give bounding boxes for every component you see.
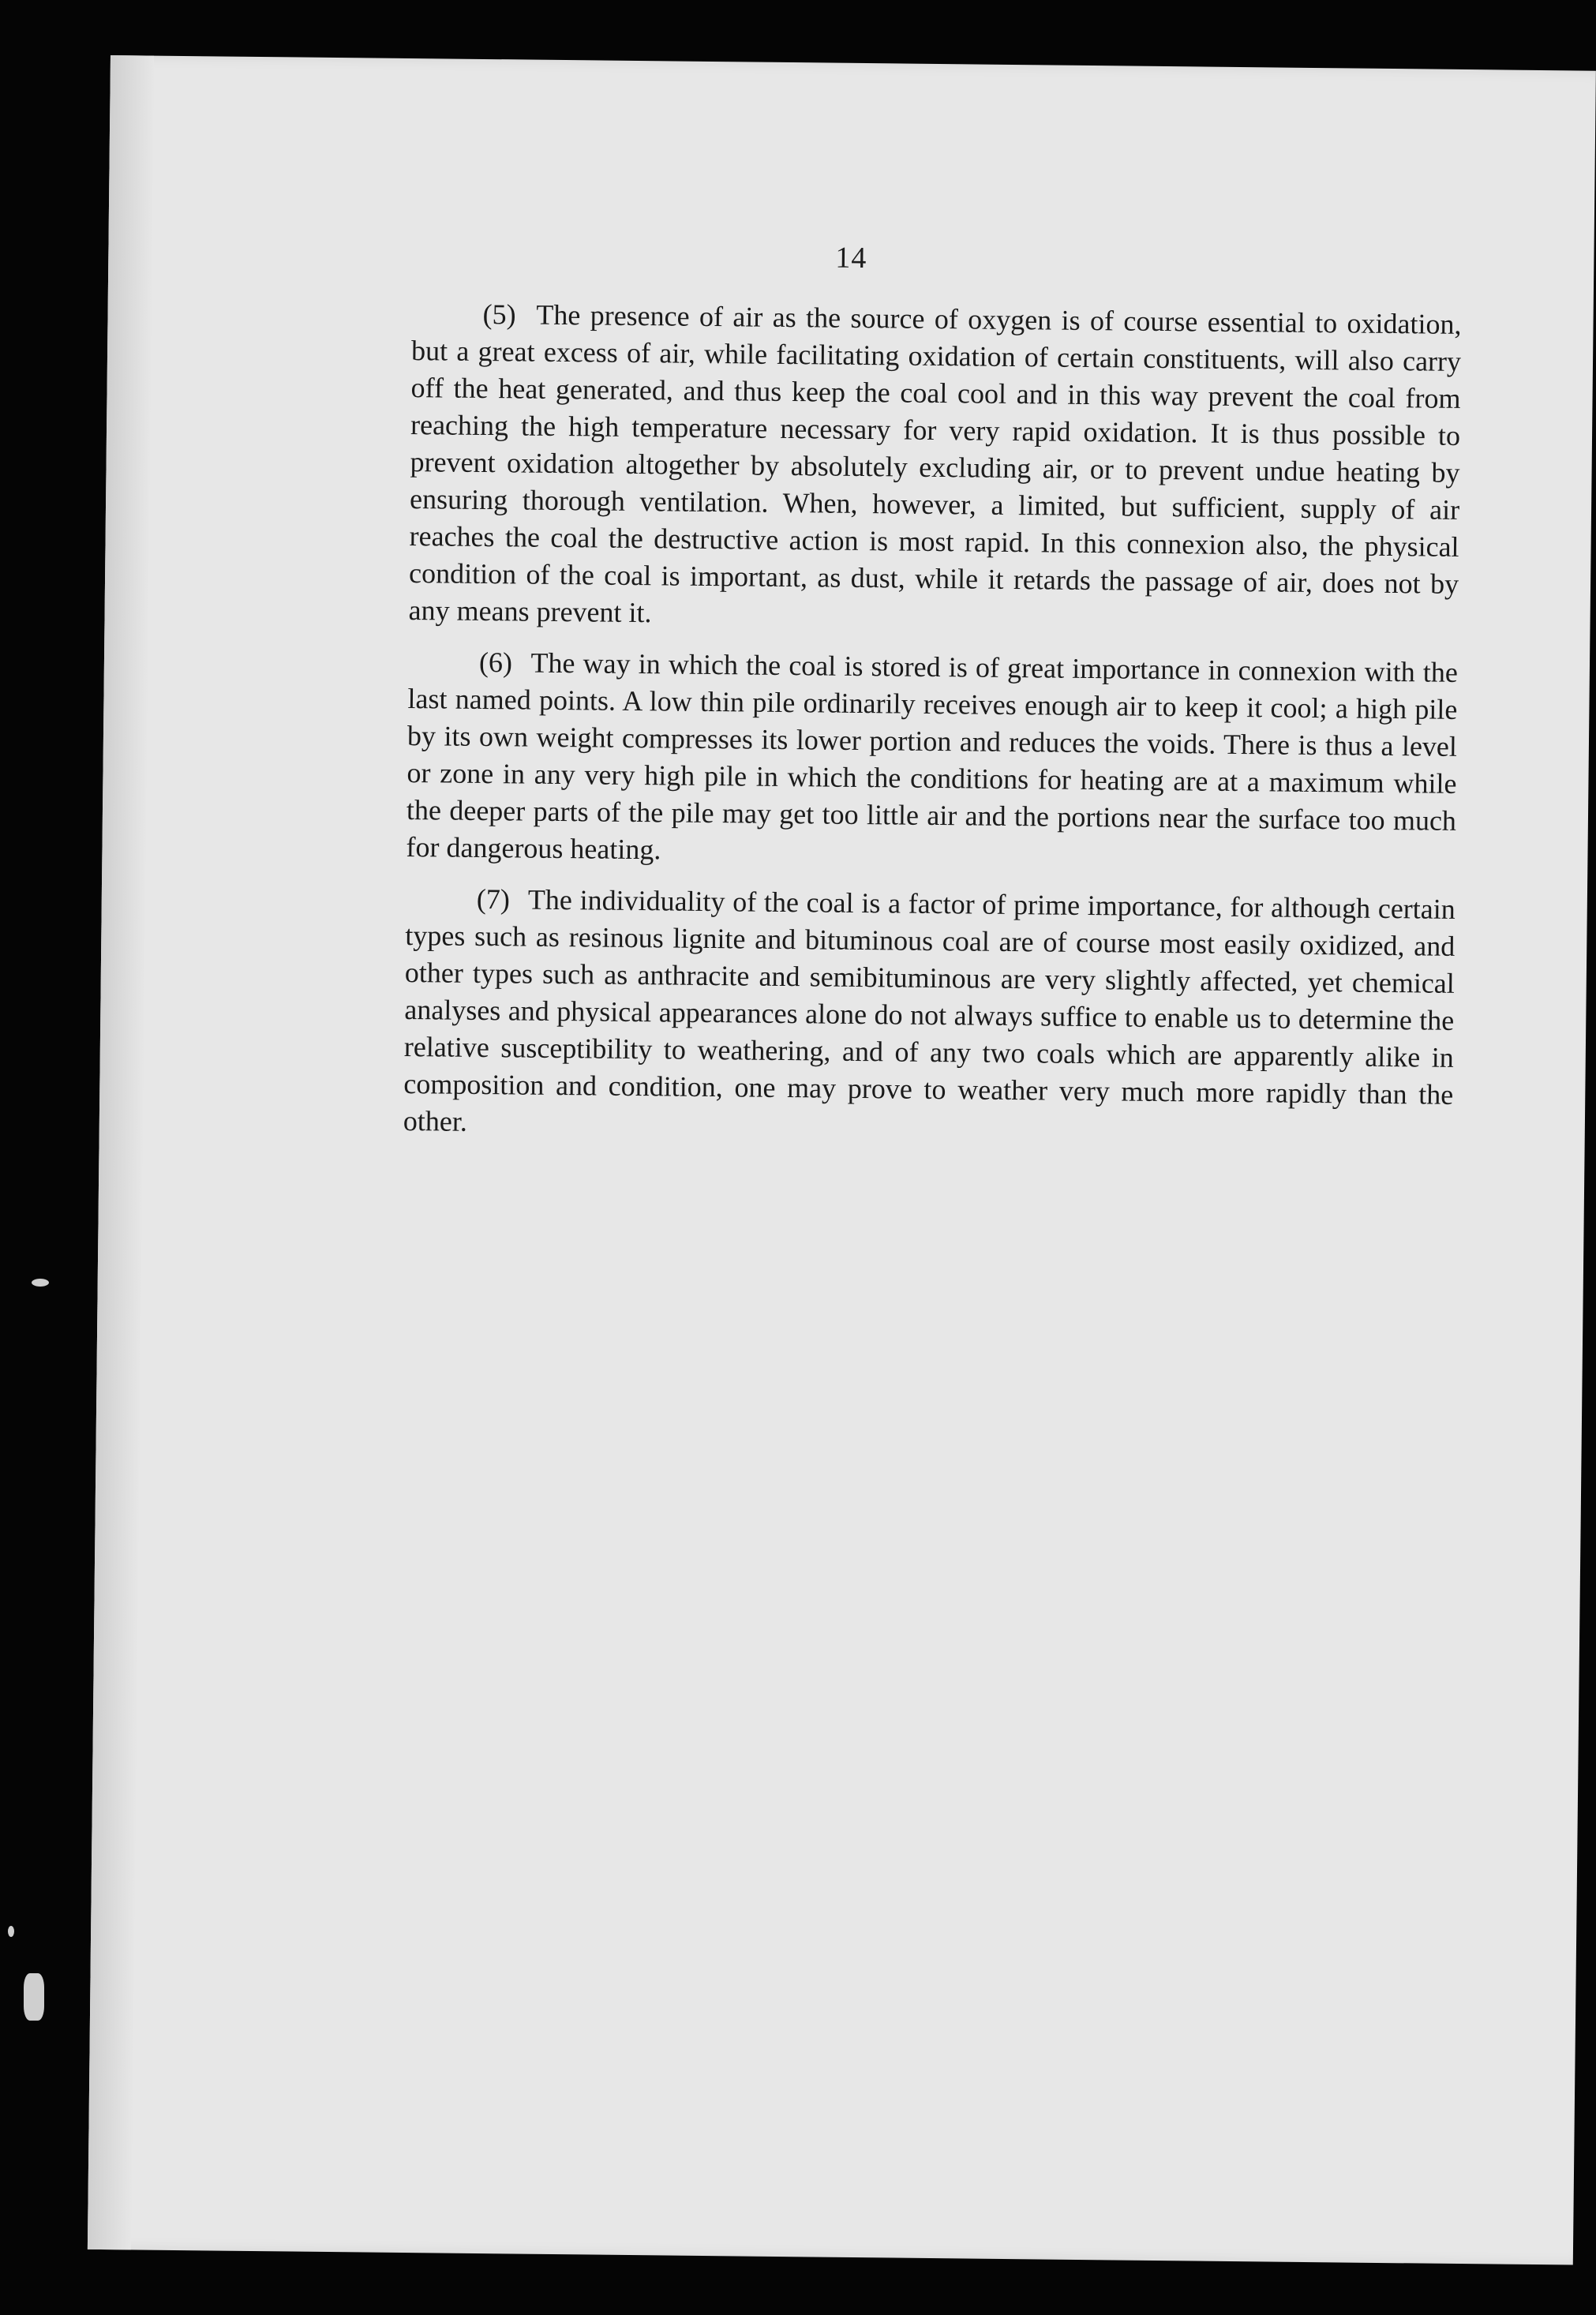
paragraph-text: The individuality of the coal is a factor of prime importance, for although certain types such as resinous lignite and bituminous coal are of course most easily oxidized, and other types such as anthracite and semibituminous are very slightly affected, yet chemical analyses and physical appearances alone do not always suffice to enable us to determine the relative susceptibility to weathering, and of any two coals which are apparently alike in composition and condition, one may prove to weather very much more rapidly than the other. <box>403 883 1456 1137</box>
paragraph-6 <box>406 643 1458 877</box>
paragraph-5 <box>408 295 1461 640</box>
paragraph-text: The presence of air as the source of oxygen is of course essential to oxidation, but a great excess of air, while facilitating oxidation of certain constituents, will also carry off the heat generated, and thus keep the coal cool and in this way prevent the coal from reaching the high temperature necessary for very rapid oxidation. It is thus possible to prevent oxidation altogether by absolutely excluding air, or to prevent undue heating by ensuring thorough ventilation. When, however, a limited, but sufficient, supply of air reaches the coal the destructive action is most rapid. In this connexion also, the physical condition of the coal is important, as dust, while it retards the passage of air, does not by any means prevent it. <box>408 298 1462 629</box>
paragraph-text: The way in which the coal is stored is of great importance in connexion with the last named points. A low thin pile ordinarily receives enough air to keep it cool; a high pile by its own weight compresses its lower portion and reduces the voids. There is thus a level or zone in any very high pile in which the conditions for heating are at a maximum while the deeper parts of the pile may get too little air and the portions near the surface too much for dangerous heating. <box>406 646 1459 866</box>
document-page <box>88 55 1596 2265</box>
body-text <box>403 295 1461 1165</box>
paragraph-number: (7) <box>476 882 511 916</box>
paragraph-number: (5) <box>482 298 516 331</box>
page-number: 14 <box>835 241 867 275</box>
paragraph-7 <box>403 880 1456 1151</box>
paragraph-number: (6) <box>478 646 513 679</box>
